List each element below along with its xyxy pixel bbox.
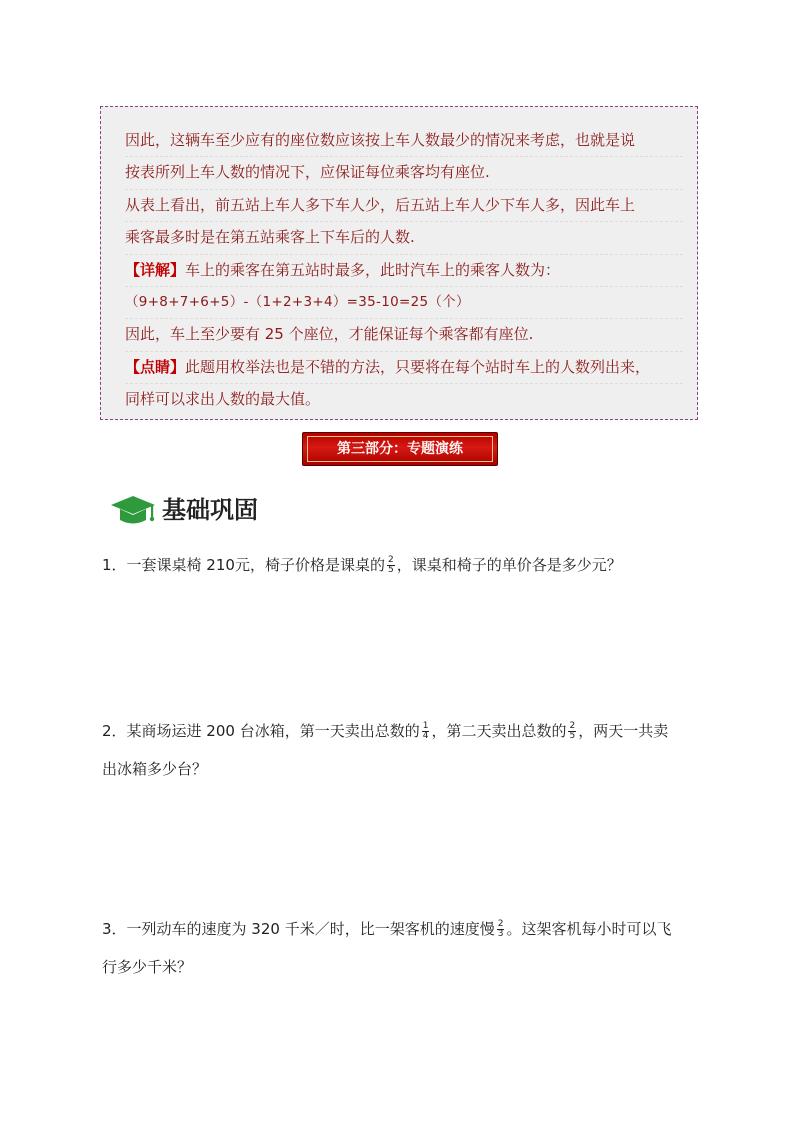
explanation-line: 按表所列上车人数的情况下，应保证每位乘客均有座位.	[125, 157, 683, 189]
problem-line	[102, 910, 702, 948]
problem-text: 2．某商场运进 200 台冰箱，第一天卖出总数的	[102, 722, 420, 740]
problem-1	[102, 546, 702, 584]
problem-line	[102, 712, 702, 750]
tip-tag: 【点睛】	[125, 357, 186, 376]
problem-line: 出冰箱多少台？	[102, 760, 208, 778]
problem-text: 1．一套课桌椅 210元，椅子价格是课桌的	[102, 556, 385, 574]
fraction-denominator: 5	[569, 731, 576, 741]
explanation-line: 乘客最多时是在第五站乘客上下车后的人数.	[125, 222, 683, 254]
fraction	[422, 722, 430, 741]
fraction-numerator: 2	[497, 919, 504, 929]
calculation-line: （9+8+7+6+5）-（1+2+3+4）=35-10=25（个）	[125, 287, 683, 319]
detail-tag: 【详解】	[125, 260, 186, 279]
tip-line	[125, 352, 683, 384]
fraction-numerator: 2	[569, 721, 576, 731]
fraction-denominator: 5	[387, 565, 394, 575]
explanation-lines	[125, 125, 683, 416]
problem-text: ，第二天卖出总数的	[431, 722, 567, 740]
problem-text: ，课桌和椅子的单价各是多少元？	[396, 556, 622, 574]
problem-text: 3．一列动车的速度为 320 千米／时，比一架客机的速度慢	[102, 920, 495, 938]
tip-line-2: 同样可以求出人数的最大值。	[125, 390, 321, 409]
fraction-denominator: 4	[422, 731, 429, 741]
fraction-numerator: 2	[387, 555, 394, 565]
fraction	[497, 920, 505, 939]
heading-text: 基础巩固	[162, 496, 258, 524]
tip-text: 此题用枚举法也是不错的方法，只要将在每个站时车上的人数列出来，	[185, 357, 651, 376]
graduation-cap-icon	[110, 494, 156, 528]
explanation-box	[100, 106, 698, 420]
detail-line	[125, 255, 683, 287]
problem-2	[102, 712, 702, 788]
explanation-line: 因此，这辆车至少应有的座位数应该按上车人数最少的情况来考虑，也就是说	[125, 125, 683, 157]
fraction-numerator: 1	[422, 721, 429, 731]
fraction-denominator: 3	[497, 929, 504, 939]
section-banner	[302, 432, 498, 466]
explanation-line: 从表上看出，前五站上车人多下车人少，后五站上车人少下车人多，因此车上	[125, 190, 683, 222]
problem-text: 。这架客机每小时可以飞	[506, 920, 672, 938]
detail-text: 车上的乘客在第五站时最多，此时汽车上的乘客人数为：	[185, 260, 561, 279]
problem-line: 行多少千米？	[102, 958, 193, 976]
section-banner-text: 第三部分：专题演练	[337, 441, 463, 457]
problem-text: ，两天一共卖	[578, 722, 669, 740]
problem-3	[102, 910, 702, 986]
fraction	[387, 556, 395, 575]
conclusion-line: 因此，车上至少要有 25 个座位，才能保证每个乘客都有座位.	[125, 319, 683, 351]
fraction	[568, 722, 576, 741]
